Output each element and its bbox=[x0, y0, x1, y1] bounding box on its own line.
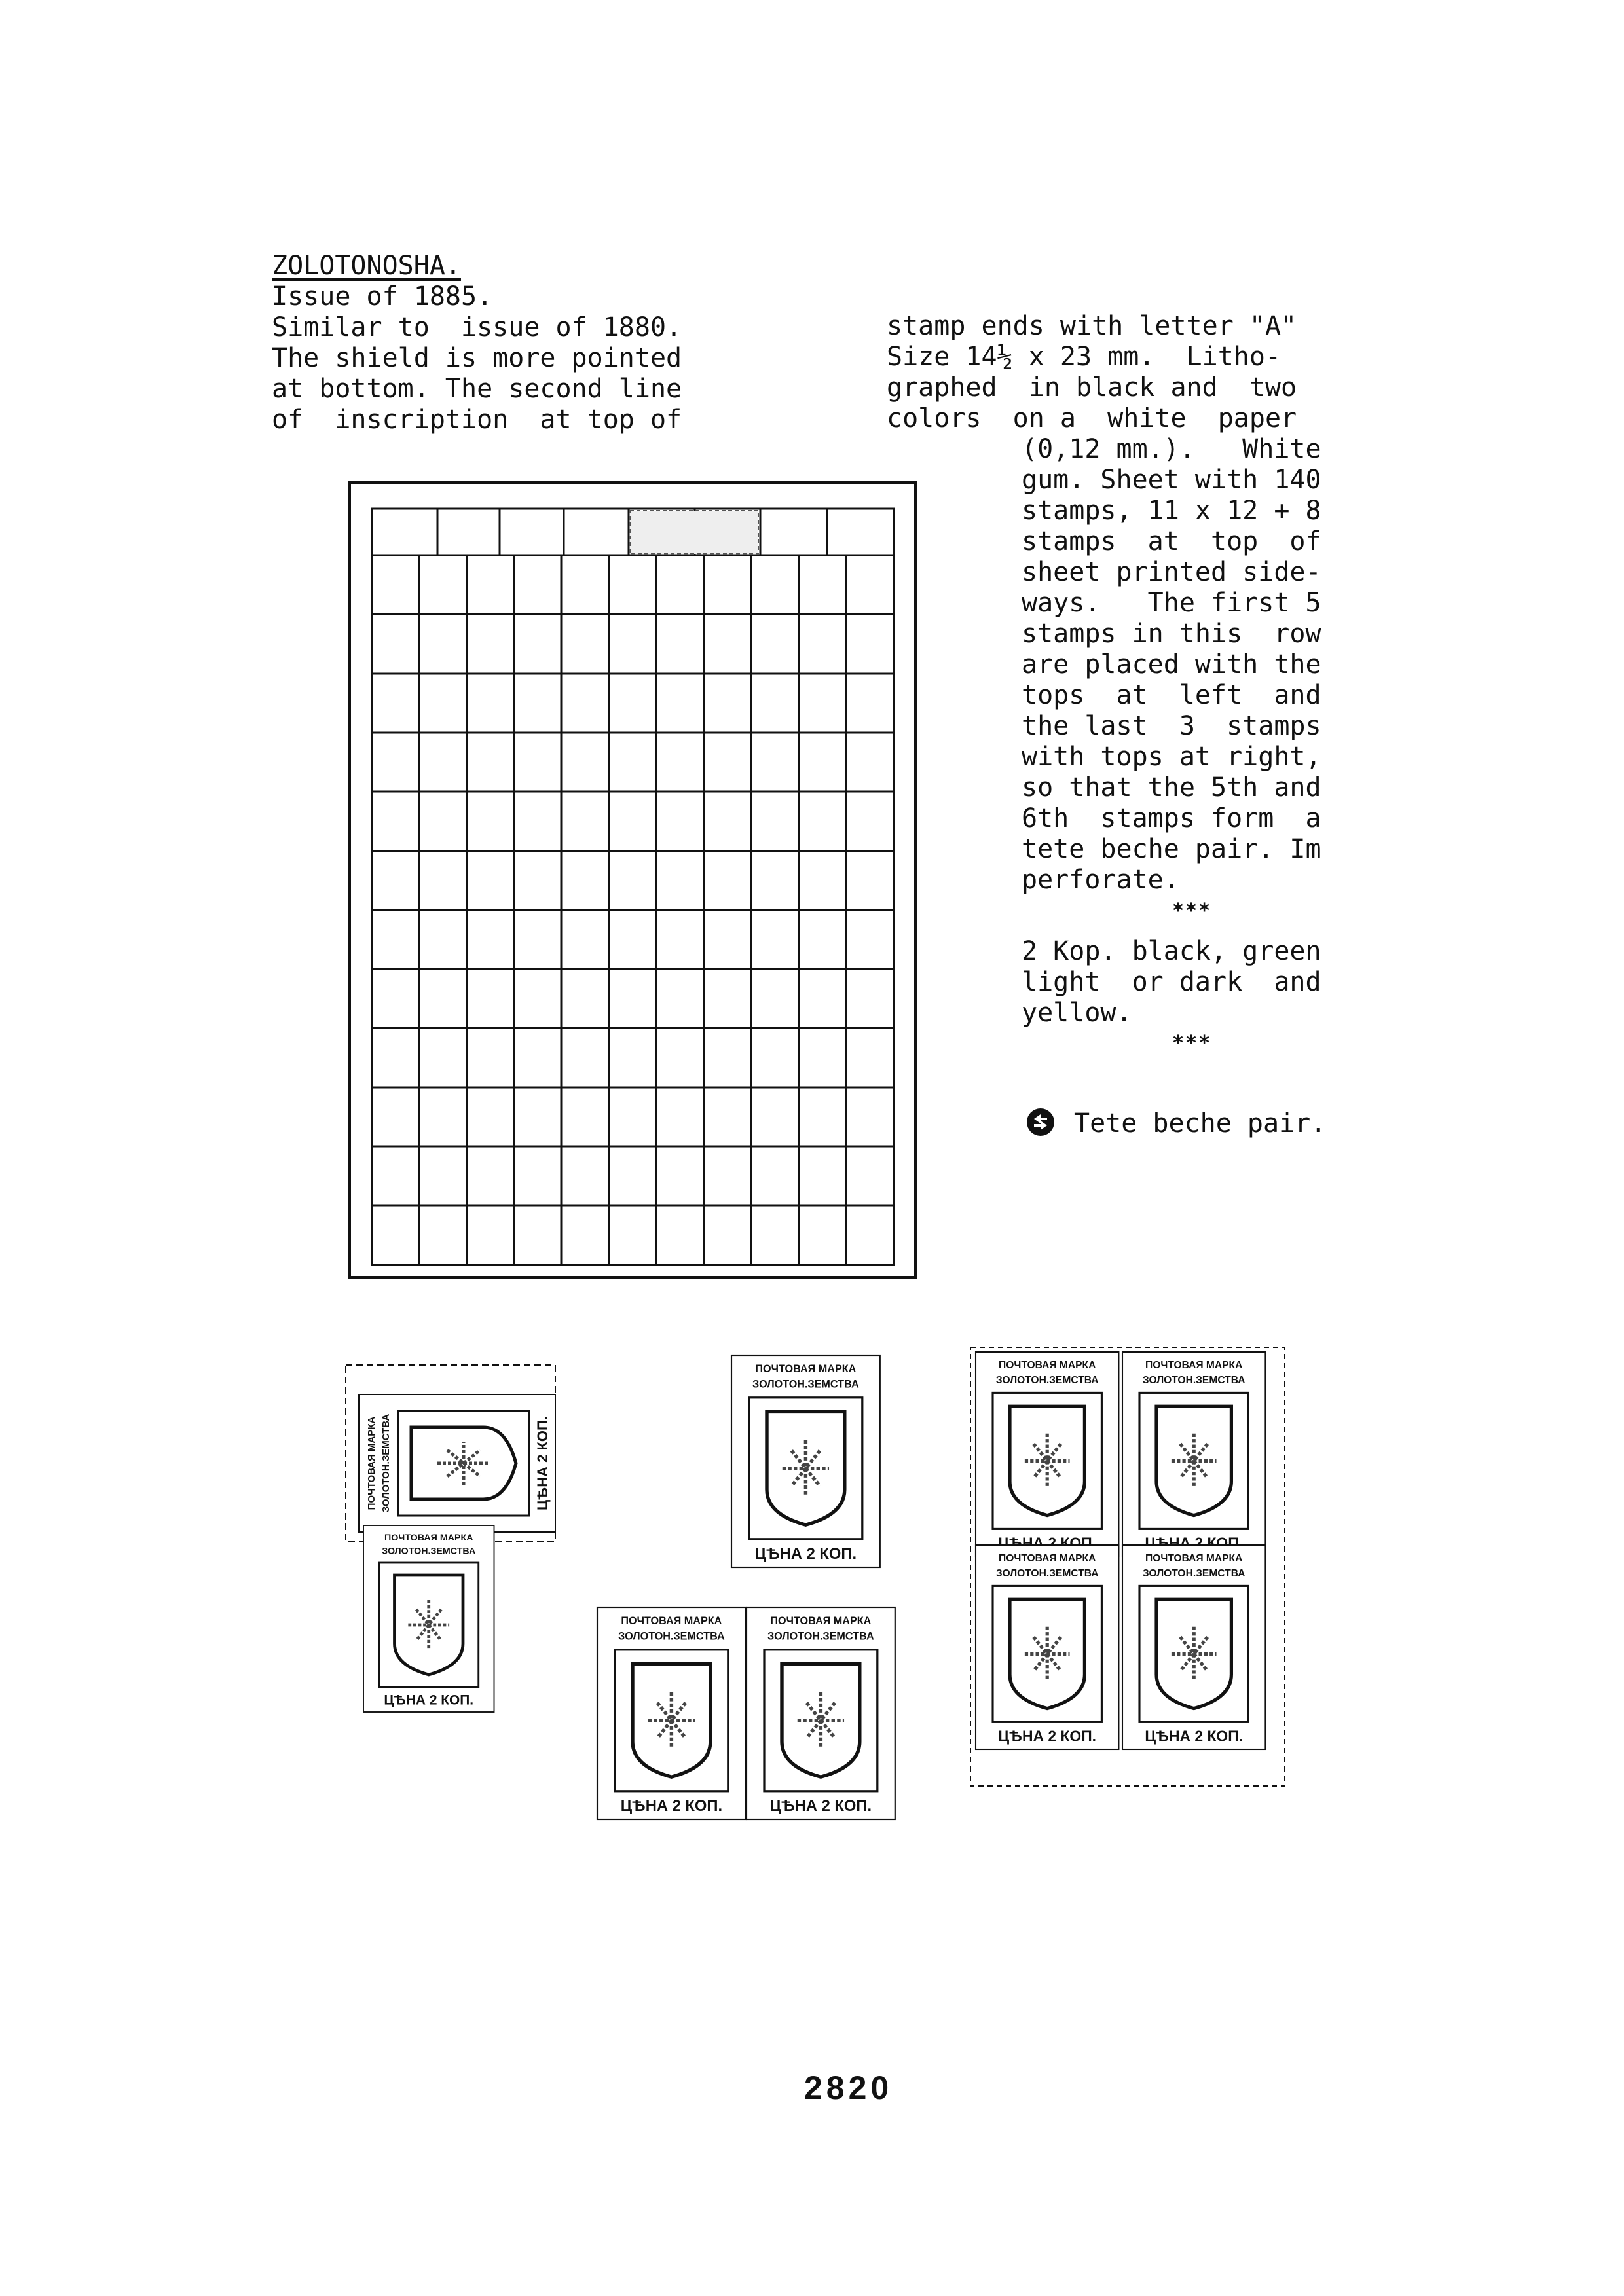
description-line: tete beche pair. Im bbox=[1022, 834, 1321, 864]
issue-heading: Issue of 1885. bbox=[272, 282, 493, 312]
stamp-sideways bbox=[346, 1365, 555, 1542]
stamp-pair-left bbox=[597, 1607, 746, 1819]
description-line: stamps, 11 x 12 + 8 bbox=[1022, 496, 1321, 526]
description-line: stamp ends with letter "A" bbox=[887, 311, 1297, 341]
description-line: (0,12 mm.). White bbox=[1022, 434, 1321, 464]
page-title: ZOLOTONOSHA. bbox=[272, 251, 461, 281]
description-line: sheet printed side- bbox=[1022, 557, 1321, 587]
description-line: colors on a white paper bbox=[887, 403, 1297, 433]
separator-stars: *** bbox=[1172, 900, 1212, 922]
description-line: stamps at top of bbox=[1022, 526, 1321, 556]
description-line: are placed with the bbox=[1022, 649, 1321, 680]
sheet-layout-frame bbox=[348, 481, 917, 1279]
stamp-block-of-four bbox=[970, 1347, 1285, 1786]
tete-beche-symbol-icon bbox=[1027, 1108, 1054, 1136]
description-line: ways. The first 5 bbox=[1022, 588, 1321, 618]
value-line: light or dark and bbox=[1022, 967, 1321, 997]
page-number: 2820 bbox=[804, 2069, 893, 2106]
description-line: gum. Sheet with 140 bbox=[1022, 465, 1321, 495]
description-line: stamps in this row bbox=[1022, 619, 1321, 649]
value-line: yellow. bbox=[1022, 998, 1132, 1028]
value-line: 2 Kop. black, green bbox=[1022, 936, 1321, 966]
description-line: The shield is more pointed bbox=[272, 343, 682, 373]
stamp-upright-single bbox=[363, 1525, 494, 1712]
description-line: graphed in black and two bbox=[887, 373, 1297, 403]
description-line: 6th stamps form a bbox=[1022, 803, 1321, 833]
tete-beche-arrows-icon bbox=[1027, 1108, 1054, 1136]
description-line: perforate. bbox=[1022, 865, 1179, 895]
description-line: so that the 5th and bbox=[1022, 773, 1321, 803]
stamp-illustrations: ПОЧТОВАЯ МАРКА ЗОЛОТОН.ЗЕМСТВА ЦѢНА 2 КОП. bbox=[0, 0, 1624, 2296]
separator-stars: *** bbox=[1172, 1032, 1212, 1055]
stamp-single bbox=[731, 1355, 880, 1567]
tete-beche-note: Tete beche pair. bbox=[1074, 1108, 1327, 1139]
description-line: with tops at right, bbox=[1022, 742, 1321, 772]
description-line: the last 3 stamps bbox=[1022, 711, 1321, 741]
description-line: of inscription at top of bbox=[272, 405, 682, 435]
description-line: Size 14½ x 23 mm. Litho- bbox=[887, 342, 1282, 372]
description-line: Similar to issue of 1880. bbox=[272, 312, 682, 342]
description-line: at bottom. The second line bbox=[272, 374, 682, 404]
stamp-pair-right bbox=[747, 1607, 895, 1819]
description-line: tops at left and bbox=[1022, 680, 1321, 710]
